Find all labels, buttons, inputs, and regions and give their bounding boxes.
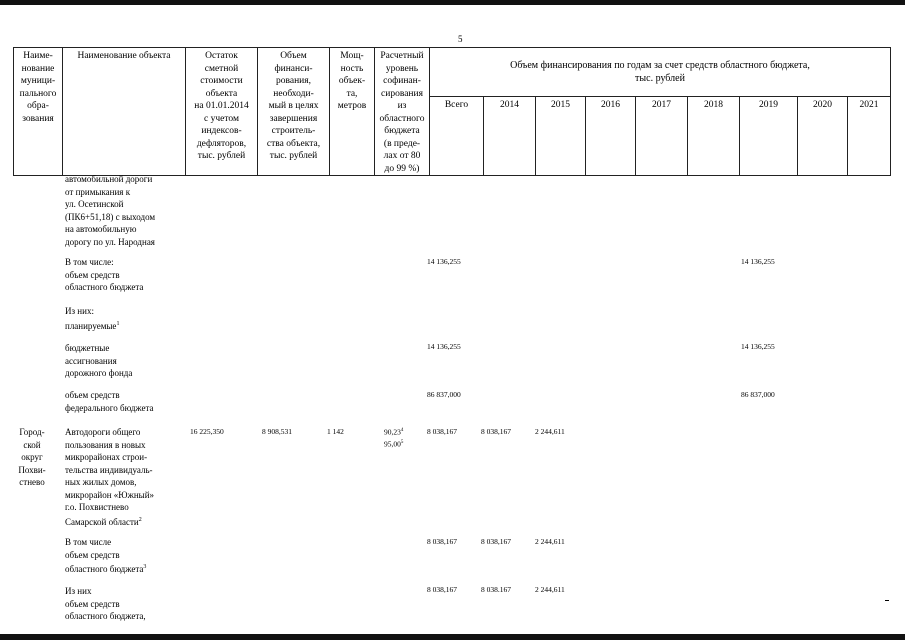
value-total: 8 038,167 [427, 537, 457, 546]
row-label-regional-budget: В том числе: объем средств областного бюджета [65, 257, 144, 292]
value-cofinance-level: 90,23$^4$ 95,00$^5$ [384, 427, 404, 448]
value-financing-volume: 8 908,531 [262, 427, 292, 436]
bottom-border [0, 634, 905, 640]
value-2014: 8 038,167 [481, 537, 511, 546]
header-remaining-cost: Остаток сметной стоимости объекта на 01.01.2014 с учетом индексов- дефляторов, тыс. рублей [186, 48, 258, 176]
row-label-of-which: Из них объем средств областного бюджета, [65, 586, 146, 621]
header-year-2020: 2020 [798, 96, 848, 175]
value-total: 8 038,167 [427, 427, 457, 436]
scan-mark [885, 600, 889, 601]
header-municipality: Наиме- нование муници- пального обра- зования [14, 48, 63, 176]
row-label-road-fund: бюджетные ассигнования дорожного фонда [65, 343, 133, 378]
value-total: 14 136,255 [427, 257, 461, 266]
row-label-planned: Из них: планируемые$^1$ [65, 306, 120, 331]
page-number: 5 [458, 34, 463, 44]
value-capacity: 1 142 [327, 427, 344, 436]
header-financing-volume: Объем финанси- рования, необходи- мый в целях завершения строитель- ства объекта, тыс. рублей [258, 48, 330, 176]
value-total: 8 038,167 [427, 585, 457, 594]
header-year-2019: 2019 [740, 96, 798, 175]
header-object: Наименование объекта [63, 48, 186, 176]
row-label-regional-budget: В том числе объем средств областного бюджета$^3$ [65, 537, 147, 574]
value-2014: 8 038.167 [481, 585, 511, 594]
municipality-name: Город- ской округ Похви- стнево [18, 427, 46, 487]
value-2015: 2 244,611 [535, 585, 565, 594]
value-total: 86 837,000 [427, 390, 461, 399]
header-total: Всего [430, 96, 484, 175]
object-name: Автодороги общего пользования в новых микрорайонах строи- тельства индивидуаль- ных жилых домов, микрорайон «Южный» г.о. Похвистнево Самарской области$^2$ [65, 427, 155, 527]
header-cofinance-level: Расчетный уровень софинан- сирования из областного бюджета (в преде- лах от 80 до 99 %) [375, 48, 430, 176]
object-name-continued: автомобильной дороги от примыкания к ул. Осетинской (ПК6+51,18) с выходом на автомобильную дорогу по ул. Народная [65, 174, 156, 247]
value-2019: 86 837,000 [741, 390, 775, 399]
value-total: 14 136,255 [427, 342, 461, 351]
value-remaining-cost: 16 225,350 [190, 427, 224, 436]
header-year-2016: 2016 [586, 96, 636, 175]
header-capacity: Мощ- ность объек- та, метров [330, 48, 375, 176]
header-year-2021: 2021 [848, 96, 891, 175]
value-2015: 2 244,611 [535, 537, 565, 546]
value-2019: 14 136,255 [741, 342, 775, 351]
value-2015: 2 244,611 [535, 427, 565, 436]
top-border [0, 0, 905, 5]
value-2014: 8 038,167 [481, 427, 511, 436]
row-label-federal-budget: объем средств федерального бюджета [65, 390, 154, 413]
header-year-2014: 2014 [484, 96, 536, 175]
header-table [13, 47, 891, 176]
header-year-2018: 2018 [688, 96, 740, 175]
header-financing-by-years: Объем финансирования по годам за счет средств областного бюджета, тыс. рублей [430, 48, 891, 97]
header-year-2017: 2017 [636, 96, 688, 175]
value-2019: 14 136,255 [741, 257, 775, 266]
header-year-2015: 2015 [536, 96, 586, 175]
